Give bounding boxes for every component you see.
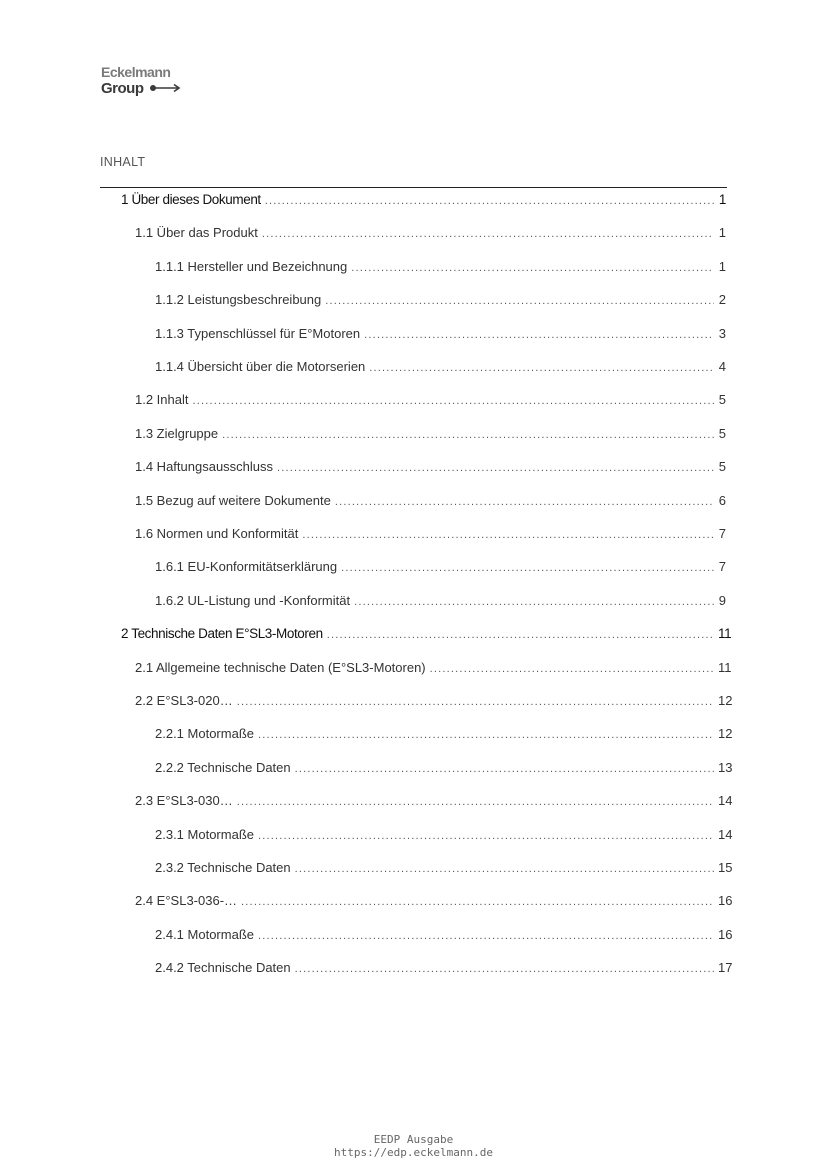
toc-entry[interactable] — [155, 292, 726, 312]
toc-entry[interactable] — [155, 826, 733, 847]
toc-entry-title[interactable]: 1.1.2 Leistungsbeschreibung — [155, 292, 322, 308]
toc-entry-page[interactable]: 5 — [718, 459, 726, 475]
toc-entry-page[interactable]: 6 — [718, 492, 726, 508]
toc-entry-page[interactable]: 12 — [718, 693, 733, 708]
toc-entry[interactable] — [135, 426, 726, 446]
toc-entry[interactable] — [135, 893, 733, 913]
toc-leader-dots — [265, 195, 714, 207]
toc-entry-title[interactable]: 1.1.3 Typenschlüssel für E°Motoren — [155, 325, 361, 341]
logo-text-group-label: Group — [101, 80, 144, 97]
toc-entry-title[interactable]: 1.4 Haftungsausschluss — [135, 459, 274, 475]
toc-leader-dots — [364, 329, 714, 341]
toc-entry-title[interactable]: 2.3.1 Motormaße — [155, 826, 254, 842]
toc-entry-title[interactable]: 1.6.2 UL-Listung und -Konformität — [155, 592, 351, 608]
toc-entry[interactable] — [135, 392, 726, 412]
toc-entry-title[interactable]: 2.2 E°SL3-020… — [135, 693, 233, 708]
toc-leader-dots — [430, 663, 714, 675]
toc-entry-title[interactable]: 2.2.2 Technische Daten — [155, 759, 291, 775]
toc-entry-page[interactable]: 12 — [718, 726, 733, 742]
toc-entry-page[interactable]: 2 — [718, 292, 726, 308]
toc-entry-title[interactable]: 1.6 Normen und Konformität — [135, 526, 299, 541]
toc-entry-title[interactable]: 1.3 Zielgruppe — [135, 425, 219, 441]
toc-entry-title[interactable]: 1.1.4 Übersicht über die Motorserien — [155, 359, 366, 374]
footer-edition: EEDP Ausgabe — [373, 1133, 454, 1146]
toc-leader-dots — [327, 629, 714, 641]
toc-entry-title[interactable]: 2.4.2 Technische Daten — [155, 960, 291, 976]
toc-entry[interactable] — [155, 960, 733, 980]
toc-entry[interactable] — [155, 759, 733, 780]
toc-entry-page[interactable]: 9 — [718, 592, 726, 608]
toc-entry[interactable] — [135, 526, 726, 546]
toc-heading: INHALT — [100, 155, 146, 169]
toc-entry-title[interactable]: 1.5 Bezug auf weitere Dokumente — [135, 492, 331, 508]
logo-text-eckelmann: Eckelmann — [101, 64, 171, 80]
toc-entry-title[interactable]: 2.4 E°SL3-036-… — [135, 893, 238, 909]
toc-entry-page[interactable]: 1 — [718, 225, 726, 241]
toc-leader-dots — [295, 863, 714, 875]
toc-entry-page[interactable]: 1 — [718, 258, 726, 274]
toc-leader-dots — [341, 562, 714, 574]
toc-entry-page[interactable]: 4 — [718, 359, 726, 374]
toc-leader-dots — [354, 596, 714, 608]
toc-entry-page[interactable]: 5 — [718, 392, 726, 408]
toc-entry-page[interactable]: 16 — [718, 926, 733, 942]
toc-entry-title[interactable]: 2.3 E°SL3-030… — [135, 793, 233, 809]
toc-entry[interactable] — [135, 793, 733, 813]
toc-entry[interactable] — [121, 192, 726, 212]
toc-leader-dots — [295, 963, 714, 975]
toc-leader-dots — [237, 696, 714, 708]
toc-entry[interactable] — [135, 659, 732, 680]
toc-entry[interactable] — [155, 326, 726, 346]
toc-entry-page[interactable]: 3 — [718, 325, 726, 341]
company-logo — [101, 64, 181, 97]
toc-entry-title[interactable]: 2.1 Allgemeine technische Daten (E°SL3-Motoren) — [135, 659, 426, 675]
toc-entry-page[interactable]: 16 — [718, 893, 733, 909]
toc-entry-page[interactable]: 7 — [718, 526, 726, 541]
toc-entry-title[interactable]: 1.1 Über das Produkt — [135, 225, 258, 241]
logo-text-group — [101, 80, 181, 97]
toc-entry[interactable] — [121, 626, 732, 646]
toc-entry[interactable] — [155, 726, 733, 746]
toc-entry-title[interactable]: 1 Über dieses Dokument — [121, 192, 261, 207]
toc-entry[interactable] — [135, 493, 726, 513]
toc-entry[interactable] — [155, 860, 733, 880]
toc-leader-dots — [258, 930, 714, 942]
toc-leader-dots — [351, 262, 714, 274]
toc-entry-page[interactable]: 11 — [718, 626, 732, 642]
toc-entry-page[interactable]: 11 — [718, 659, 732, 675]
toc-entry[interactable] — [155, 593, 726, 613]
toc-leader-dots — [193, 395, 715, 407]
toc-leader-dots — [262, 228, 714, 240]
toc-entry[interactable] — [155, 926, 733, 947]
toc-entry[interactable] — [135, 459, 726, 479]
heading-divider — [100, 187, 727, 188]
toc-entry-page[interactable]: 5 — [718, 425, 726, 441]
toc-entry-page[interactable]: 17 — [718, 960, 733, 976]
toc-leader-dots — [237, 796, 714, 808]
toc-entry[interactable] — [135, 693, 733, 713]
toc-entry[interactable] — [155, 259, 726, 279]
footer-url[interactable]: https://edp.eckelmann.de — [334, 1146, 493, 1159]
toc-entry-title[interactable]: 2.4.1 Motormaße — [155, 926, 254, 942]
toc-entry-title[interactable]: 1.6.1 EU-Konformitätserklärung — [155, 559, 338, 575]
toc-leader-dots — [241, 896, 714, 908]
toc-entry-title[interactable]: 2.2.1 Motormaße — [155, 726, 254, 742]
toc-leader-dots — [277, 462, 714, 474]
toc-leader-dots — [222, 429, 714, 441]
toc-entry-page[interactable]: 14 — [718, 793, 733, 809]
toc-entry[interactable] — [135, 225, 726, 245]
toc-entry-page[interactable]: 7 — [718, 559, 726, 575]
toc-entry-title[interactable]: 2 Technische Daten E°SL3-Motoren — [121, 626, 323, 642]
toc-leader-dots — [369, 362, 714, 374]
toc-entry-page[interactable]: 1 — [718, 192, 726, 207]
toc-entry[interactable] — [155, 559, 726, 579]
page-footer — [0, 1133, 827, 1159]
toc-entry-page[interactable]: 15 — [718, 860, 733, 875]
toc-entry[interactable] — [155, 359, 726, 379]
toc-leader-dots — [302, 529, 714, 541]
toc-entry-title[interactable]: 1.1.1 Hersteller und Bezeichnung — [155, 258, 348, 274]
toc-leader-dots — [258, 729, 714, 741]
toc-entry-page[interactable]: 13 — [718, 759, 733, 775]
toc-entry-page[interactable]: 14 — [718, 826, 733, 842]
toc-leader-dots — [325, 295, 714, 307]
arrow-right-icon — [149, 80, 181, 97]
toc-entry-title[interactable]: 1.2 Inhalt — [135, 392, 189, 408]
toc-leader-dots — [258, 830, 714, 842]
toc-entry-title[interactable]: 2.3.2 Technische Daten — [155, 860, 291, 875]
toc-leader-dots — [335, 496, 714, 508]
toc-leader-dots — [295, 763, 714, 775]
